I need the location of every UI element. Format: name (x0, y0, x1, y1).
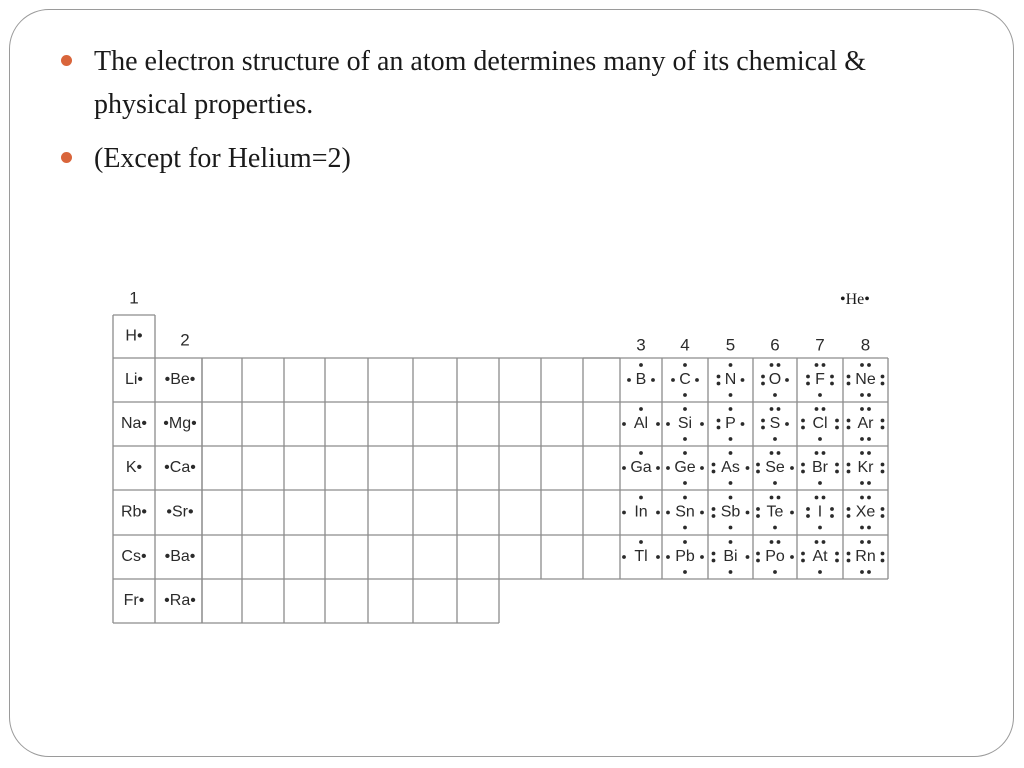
element-symbol: Ge (674, 459, 696, 477)
element-symbol: C (679, 371, 691, 389)
electron-dot (729, 451, 733, 455)
electron-dot (881, 463, 885, 467)
electron-dot (717, 382, 721, 386)
electron-dot (835, 426, 839, 430)
electron-dot (756, 463, 760, 467)
element-symbol: As (721, 459, 740, 477)
electron-dot (835, 463, 839, 467)
electron-dot (729, 363, 733, 367)
electron-dot (881, 375, 885, 379)
electron-dot (770, 363, 774, 367)
group-header: 3 (636, 335, 646, 355)
electron-dot (761, 382, 765, 386)
element-symbol: N (724, 371, 737, 389)
electron-dot (785, 378, 789, 382)
element-symbol: •Be• (164, 371, 196, 389)
electron-dot (881, 419, 885, 423)
electron-dot (741, 378, 745, 382)
electron-dot (756, 470, 760, 474)
electron-dot (700, 466, 704, 470)
group-header: 7 (815, 335, 825, 355)
element-symbol: H• (125, 327, 143, 345)
electron-dot (683, 451, 687, 455)
electron-dot (835, 552, 839, 556)
electron-dot (639, 363, 643, 367)
element-symbol: Br (812, 459, 828, 477)
electron-dot (815, 451, 819, 455)
electron-dot (860, 451, 864, 455)
element-symbol: Si (677, 415, 693, 433)
electron-dot (815, 407, 819, 411)
electron-dot (622, 422, 626, 426)
element-symbol: Ar (857, 415, 874, 433)
electron-dot (777, 407, 781, 411)
electron-dot (777, 496, 781, 500)
electron-dot (729, 540, 733, 544)
electron-dot (801, 426, 805, 430)
electron-dot (639, 451, 643, 455)
electron-dot (881, 382, 885, 386)
electron-dot (847, 552, 851, 556)
electron-dot (712, 514, 716, 518)
electron-dot (867, 363, 871, 367)
electron-dot (773, 437, 777, 441)
element-symbol: Fr• (123, 592, 145, 610)
electron-dot (666, 555, 670, 559)
electron-dot (867, 526, 871, 530)
group-header: 2 (180, 330, 190, 350)
electron-dot (770, 451, 774, 455)
electron-dot (756, 507, 760, 511)
electron-dot (860, 363, 864, 367)
element-symbol: Xe (855, 503, 876, 521)
electron-dot (683, 496, 687, 500)
electron-dot (881, 514, 885, 518)
electron-dot (656, 555, 660, 559)
electron-dot (790, 555, 794, 559)
electron-dot (818, 526, 822, 530)
element-symbol: I (817, 503, 823, 521)
electron-dot (822, 451, 826, 455)
element-symbol: In (634, 503, 648, 521)
element-symbol: S (769, 415, 781, 433)
electron-dot (683, 437, 687, 441)
electron-dot (622, 555, 626, 559)
electron-dot (860, 407, 864, 411)
electron-dot (815, 363, 819, 367)
electron-dot (822, 496, 826, 500)
element-symbol: Po (765, 548, 785, 566)
electron-dot (847, 463, 851, 467)
electron-dot (651, 378, 655, 382)
element-symbol: B (635, 371, 647, 389)
element-symbol: Na• (120, 415, 148, 433)
electron-dot (627, 378, 631, 382)
electron-dot (717, 426, 721, 430)
electron-dot (847, 514, 851, 518)
electron-dot (700, 555, 704, 559)
element-symbol: Li• (124, 371, 144, 389)
helium-label: •He• (840, 291, 870, 308)
element-symbol: K• (125, 459, 143, 477)
electron-dot (790, 511, 794, 515)
electron-dot (741, 422, 745, 426)
element-symbol: P (725, 415, 736, 433)
electron-dot (867, 540, 871, 544)
element-symbol: O (768, 371, 782, 389)
electron-dot (806, 514, 810, 518)
electron-dot (860, 393, 864, 397)
electron-dot (801, 419, 805, 423)
electron-dot (683, 570, 687, 574)
element-symbol: •Ba• (164, 548, 196, 566)
element-symbol: •Mg• (163, 415, 197, 433)
electron-dot (801, 463, 805, 467)
electron-dot (860, 570, 864, 574)
electron-dot (867, 407, 871, 411)
electron-dot (639, 407, 643, 411)
electron-dot (761, 426, 765, 430)
element-symbol: Cl (812, 415, 828, 433)
element-symbol: Se (765, 459, 785, 477)
element-symbol: Ne (855, 371, 876, 389)
electron-dot (700, 511, 704, 515)
electron-dot (822, 363, 826, 367)
electron-dot (777, 540, 781, 544)
electron-dot (881, 559, 885, 563)
element-symbol: Bi (723, 548, 738, 566)
element-symbol: Rb• (120, 503, 148, 521)
element-symbol: Cs• (121, 548, 147, 566)
element-symbol: Sn (675, 503, 695, 521)
element-symbol: •Ra• (164, 592, 196, 610)
electron-dot (712, 559, 716, 563)
electron-dot (830, 514, 834, 518)
element-symbol: •Ca• (164, 459, 196, 477)
electron-dot (773, 393, 777, 397)
electron-dot (683, 526, 687, 530)
electron-dot (656, 466, 660, 470)
element-symbol: At (812, 548, 828, 566)
bullet-text: The electron structure of an atom determines many of its chemical & physical properties. (94, 46, 867, 120)
group-header: 4 (680, 335, 690, 355)
element-symbol: Sb (720, 503, 741, 521)
electron-dot (671, 378, 675, 382)
element-symbol: Te (766, 503, 784, 521)
electron-dot (695, 378, 699, 382)
electron-dot (712, 552, 716, 556)
electron-dot (773, 481, 777, 485)
electron-dot (773, 570, 777, 574)
electron-dot (867, 437, 871, 441)
electron-dot (777, 363, 781, 367)
electron-dot (622, 466, 626, 470)
electron-dot (756, 514, 760, 518)
electron-dot (835, 470, 839, 474)
electron-dot (860, 540, 864, 544)
element-symbol: Pb (675, 548, 695, 566)
electron-dot (818, 481, 822, 485)
electron-dot (867, 481, 871, 485)
electron-dot (867, 570, 871, 574)
electron-dot (790, 466, 794, 470)
electron-dot (666, 511, 670, 515)
electron-dot (847, 419, 851, 423)
electron-dot (830, 507, 834, 511)
electron-dot (683, 481, 687, 485)
electron-dot (729, 437, 733, 441)
electron-dot (815, 540, 819, 544)
electron-dot (683, 407, 687, 411)
electron-dot (746, 511, 750, 515)
electron-dot (770, 540, 774, 544)
electron-dot (729, 481, 733, 485)
electron-dot (860, 496, 864, 500)
electron-dot (822, 540, 826, 544)
element-symbol: F (815, 371, 825, 389)
element-symbol: Kr (857, 459, 874, 477)
electron-dot (729, 496, 733, 500)
electron-dot (770, 407, 774, 411)
electron-dot (756, 552, 760, 556)
electron-dot (639, 540, 643, 544)
electron-dot (683, 363, 687, 367)
electron-dot (717, 375, 721, 379)
electron-dot (656, 422, 660, 426)
electron-dot (729, 526, 733, 530)
electron-dot (729, 407, 733, 411)
electron-dot (867, 451, 871, 455)
electron-dot (835, 419, 839, 423)
electron-dot (666, 466, 670, 470)
electron-dot (847, 375, 851, 379)
electron-dot (835, 559, 839, 563)
electron-dot (847, 470, 851, 474)
group-header: 1 (129, 288, 139, 308)
electron-dot (818, 393, 822, 397)
electron-dot (847, 507, 851, 511)
electron-dot (806, 375, 810, 379)
electron-dot (801, 559, 805, 563)
electron-dot (806, 507, 810, 511)
electron-dot (729, 393, 733, 397)
electron-dot (746, 555, 750, 559)
electron-dot (867, 496, 871, 500)
electron-dot (801, 552, 805, 556)
electron-dot (712, 463, 716, 467)
electron-dot (700, 422, 704, 426)
electron-dot (822, 407, 826, 411)
electron-dot (756, 559, 760, 563)
electron-dot (830, 382, 834, 386)
electron-dot (656, 511, 660, 515)
electron-dot (815, 496, 819, 500)
electron-dot (867, 393, 871, 397)
electron-dot (847, 559, 851, 563)
electron-dot (746, 466, 750, 470)
electron-dot (729, 570, 733, 574)
electron-dot (773, 526, 777, 530)
electron-dot (785, 422, 789, 426)
electron-dot (622, 511, 626, 515)
electron-dot (666, 422, 670, 426)
group-header: 8 (860, 335, 871, 355)
element-symbol: Rn (855, 548, 876, 566)
electron-dot (761, 419, 765, 423)
electron-dot (717, 419, 721, 423)
electron-dot (712, 470, 716, 474)
element-symbol: •Sr• (166, 503, 194, 521)
electron-dot (830, 375, 834, 379)
electron-dot (818, 570, 822, 574)
electron-dot (712, 507, 716, 511)
element-symbol: Ga (630, 459, 652, 477)
electron-dot (860, 437, 864, 441)
electron-dot (801, 470, 805, 474)
group-header: 6 (770, 335, 780, 355)
electron-dot (881, 426, 885, 430)
electron-dot (847, 382, 851, 386)
electron-dot (683, 393, 687, 397)
electron-dot (881, 507, 885, 511)
electron-dot (777, 451, 781, 455)
group-header: 5 (725, 335, 736, 355)
electron-dot (860, 481, 864, 485)
electron-dot (847, 426, 851, 430)
electron-dot (770, 496, 774, 500)
electron-dot (860, 526, 864, 530)
electron-dot (639, 496, 643, 500)
electron-dot (881, 552, 885, 556)
electron-dot (881, 470, 885, 474)
bullet-text: (Except for Helium=2) (94, 143, 351, 174)
electron-dot (818, 437, 822, 441)
element-symbol: Al (633, 415, 649, 433)
electron-dot (683, 540, 687, 544)
electron-dot (761, 375, 765, 379)
element-symbol: Tl (634, 548, 648, 566)
electron-dot (806, 382, 810, 386)
